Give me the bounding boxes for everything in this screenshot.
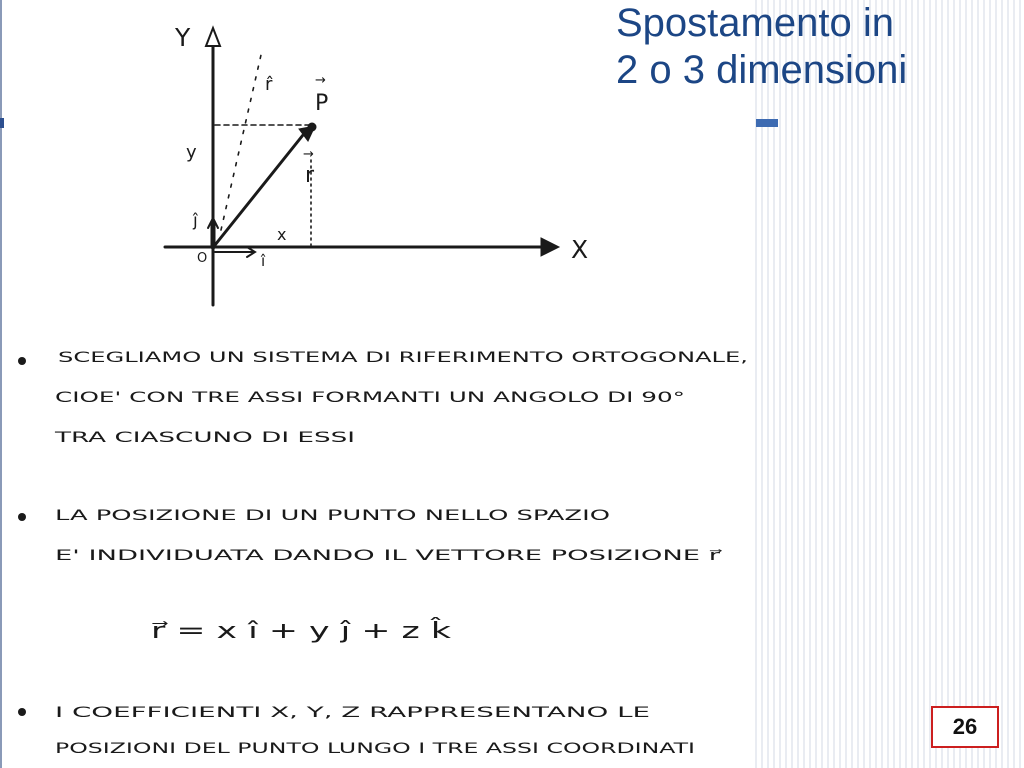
coordinate-diagram [165, 28, 559, 305]
unit-i-label: î [261, 252, 266, 270]
vector-arrow: → [303, 147, 314, 162]
slide-title-line-1: Spostamento in [616, 1, 894, 45]
coord-y-label: y [186, 142, 197, 163]
point-label: P [315, 91, 329, 116]
slide-title [616, 0, 1016, 94]
bullet-1-line-1: SCEGLIAMO UN SISTEMA DI RIFERIMENTO ORTOGONALE, [58, 350, 748, 366]
bullet-1-line-2: CIOE' CON TRE ASSI FORMANTI UN ANGOLO DI 90° [55, 390, 685, 406]
bullet-1-line-3: TRA CIASCUNO DI ESSI [53, 430, 355, 446]
title-accent-dash [756, 119, 778, 127]
unit-r-direction-dotted [221, 55, 261, 230]
bullet-2-line-1: LA POSIZIONE DI UN PUNTO NELLO SPAZIO [55, 508, 610, 524]
position-equation: r⃗ = x î + y ĵ + z k̂ [151, 619, 341, 644]
vector-label: r [305, 163, 315, 188]
y-axis-arrowhead [206, 28, 220, 46]
point-arrow: → [315, 73, 326, 88]
bullet-2 [18, 513, 26, 521]
slide-title-line-2: 2 o 3 dimensioni [616, 48, 908, 92]
diagram-labels [174, 23, 588, 270]
x-axis-arrowhead [541, 238, 559, 256]
bullet-1 [18, 357, 26, 365]
striped-background [745, 0, 1024, 768]
bullet-2-line-2: E' INDIVIDUATA DANDO IL VETTORE POSIZIONE r⃗ [55, 548, 723, 564]
y-axis-label: Y [175, 23, 191, 52]
x-axis-label: X [571, 235, 589, 264]
origin-label: O [197, 251, 208, 266]
handwritten-notes [3, 0, 755, 768]
left-edge-line [0, 0, 2, 768]
page-number-badge: 26 [931, 706, 999, 748]
unit-j-label: ĵ [193, 211, 198, 231]
position-vector [215, 135, 303, 245]
notes-text [18, 350, 748, 757]
bullet-3-line-1: I COEFFICIENTI X, Y, Z RAPPRESENTANO LE [55, 705, 650, 721]
unit-r-label: r̂ [265, 74, 273, 95]
bullet-3 [18, 708, 26, 716]
bullet-3-line-2: POSIZIONI DEL PUNTO LUNGO I TRE ASSI COORDINATI [55, 741, 695, 757]
left-edge-marker [0, 118, 4, 128]
coord-x-label: x [277, 225, 287, 244]
scanned-notes-page [3, 0, 755, 768]
